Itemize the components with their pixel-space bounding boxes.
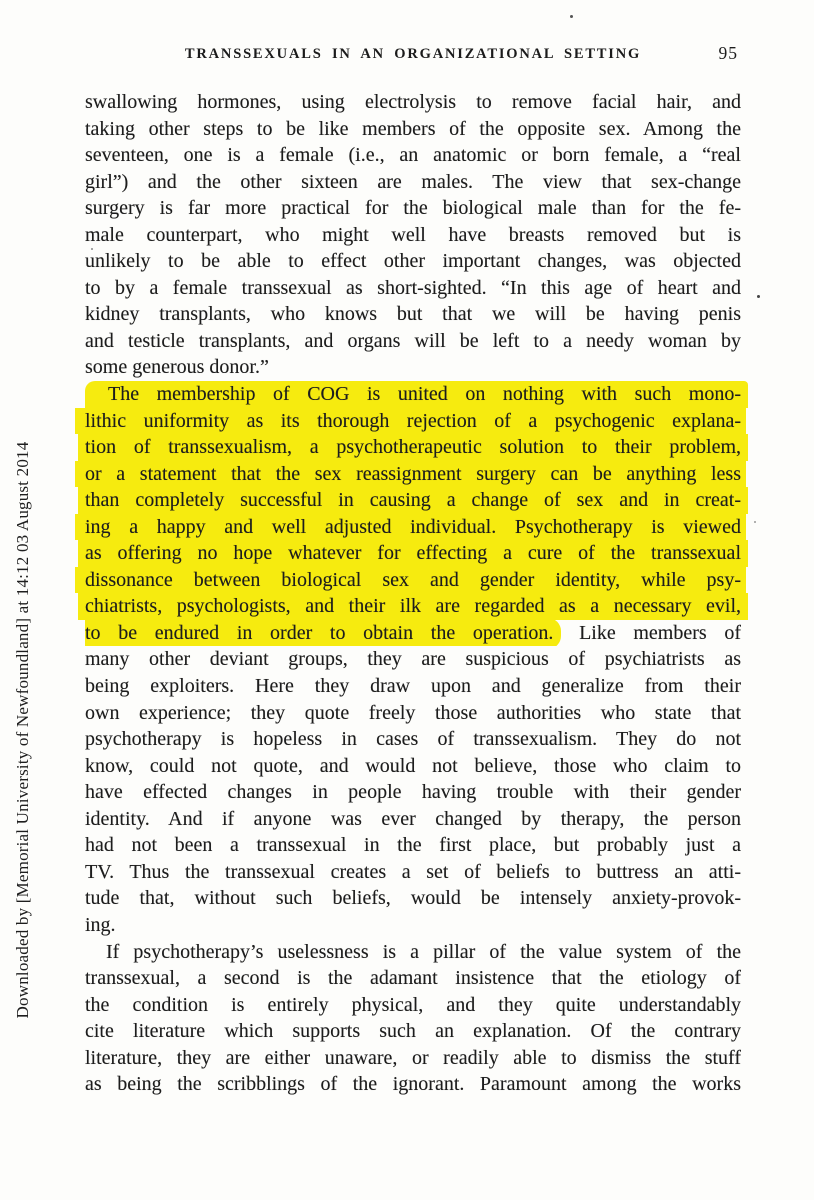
- text-line: [85, 1071, 741, 1098]
- text-line: [85, 646, 741, 673]
- running-header-title: TRANSSEXUALS IN AN ORGANIZATIONAL SETTING: [184, 46, 642, 62]
- body-text: transsexual, a second is the adamant insistence that the etiology of: [85, 967, 741, 990]
- text-line: [85, 89, 741, 116]
- body-text: had not been a transsexual in the first place, but probably just a: [85, 834, 741, 857]
- text-line: [85, 726, 741, 753]
- text-line: [85, 142, 741, 169]
- text-line: [75, 567, 746, 594]
- text-line: [78, 434, 748, 461]
- text-line: [85, 885, 741, 912]
- body-text: psychotherapy is hopeless in cases of transsexualism. They do not: [85, 728, 741, 751]
- highlighted-text: lithic uniformity as its thorough rejection of a psychogenic explana-: [85, 409, 741, 432]
- text-line: [85, 859, 741, 886]
- text-column: [85, 89, 741, 1098]
- text-line: [85, 248, 741, 275]
- text-line: [75, 408, 746, 435]
- ink-speck: [91, 248, 93, 250]
- text-line: [85, 1018, 741, 1045]
- body-text: cite literature which supports such an explanation. Of the contrary: [85, 1020, 741, 1043]
- text-line: [85, 779, 741, 806]
- body-text: many other deviant groups, they are suspicious of psychiatrists as: [85, 648, 741, 671]
- body-text: taking other steps to be like members of the opposite sex. Among the: [85, 117, 741, 140]
- text-line: [78, 487, 748, 514]
- body-text: girl”) and the other sixteen are males. The view that sex-change: [85, 170, 741, 193]
- text-line: [85, 222, 741, 249]
- body-text: literature, they are either unaware, or readily able to dismiss the stuff: [85, 1046, 741, 1069]
- scan-watermark: Downloaded by [Memorial University of Newfoundland] at 14:12 03 August 2014: [13, 441, 32, 1019]
- body-text: and testicle transplants, and organs will be left to a needy woman by: [85, 329, 741, 352]
- highlighted-text: or a statement that the sex reassignment surgery can be anything less: [85, 462, 741, 485]
- text-line: [85, 753, 741, 780]
- text-line: [85, 620, 741, 647]
- body-text: seventeen, one is a female (i.e., an anatomic or born female, a “real: [85, 144, 741, 167]
- page-number: 95: [718, 43, 738, 63]
- ink-speck: [757, 295, 760, 298]
- highlighted-text: as offering no hope whatever for effecting a cure of the transsexual: [85, 542, 741, 565]
- text-line: [85, 116, 741, 143]
- body-text: Like members of: [561, 621, 741, 644]
- body-text: being exploiters. Here they draw upon and generalize from their: [85, 675, 741, 698]
- body-text: own experience; they quote freely those authorities who state that: [85, 701, 741, 724]
- body-text: identity. And if anyone was ever changed by therapy, the person: [85, 807, 741, 830]
- text-line: [85, 195, 741, 222]
- body-text: know, could not quote, and would not believe, those who claim to: [85, 754, 741, 777]
- body-text: the condition is entirely physical, and they quite understandably: [85, 993, 741, 1016]
- text-line: [85, 806, 741, 833]
- body-text: have effected changes in people having trouble with their gender: [85, 781, 741, 804]
- highlighted-text: The membership of COG is united on nothing with such mono-: [108, 383, 741, 406]
- body-text: TV. Thus the transsexual creates a set of beliefs to buttress an atti-: [85, 860, 741, 883]
- text-line: [85, 912, 741, 939]
- body-text: swallowing hormones, using electrolysis to remove facial hair, and: [85, 91, 741, 113]
- text-line: [85, 328, 741, 355]
- body-text: to by a female transsexual as short-sighted. “In this age of heart and: [85, 276, 741, 299]
- text-line: [85, 965, 741, 992]
- body-text: some generous donor.”: [85, 356, 269, 379]
- text-line: [85, 169, 741, 196]
- text-line: [75, 514, 746, 541]
- running-header: [85, 43, 741, 70]
- text-line: [85, 700, 741, 727]
- highlighted-text: than completely successful in causing a change of sex and in creat-: [85, 489, 741, 512]
- body-text: as being the scribblings of the ignorant. Paramount among the works: [85, 1073, 741, 1096]
- body-text: tude that, without such beliefs, would be intensely anxiety-provok-: [85, 887, 741, 910]
- text-line: [85, 939, 741, 966]
- highlighted-text: to be endured in order to obtain the operation.: [85, 620, 561, 647]
- text-line: [85, 832, 741, 859]
- highlighted-text: tion of transsexualism, a psychotherapeutic solution to their problem,: [85, 436, 741, 459]
- text-line: [85, 381, 748, 408]
- text-line: [85, 301, 741, 328]
- highlighted-text: chiatrists, psychologists, and their ilk are regarded as a necessary evil,: [85, 595, 741, 618]
- ink-speck: [570, 15, 573, 18]
- highlighted-text: ing a happy and well adjusted individual. Psychotherapy is viewed: [85, 515, 741, 538]
- text-line: [85, 992, 741, 1019]
- body-text: surgery is far more practical for the biological male than for the fe-: [85, 197, 741, 220]
- text-line: [78, 593, 748, 620]
- text-line: [85, 673, 741, 700]
- text-line: [85, 275, 741, 302]
- text-line: [78, 540, 748, 567]
- body-text: kidney transplants, who knows but that we will be having penis: [85, 303, 741, 326]
- text-line: [75, 461, 746, 488]
- body-text: unlikely to be able to effect other important changes, was objected: [85, 250, 741, 273]
- highlighted-text: dissonance between biological sex and gender identity, while psy-: [85, 568, 741, 591]
- text-line: [85, 1045, 741, 1072]
- body-text: If psychotherapy’s uselessness is a pillar of the value system of the: [106, 940, 741, 963]
- text-line: [85, 354, 741, 381]
- ink-speck: [754, 521, 756, 523]
- body-text: ing.: [85, 913, 116, 936]
- body-text: male counterpart, who might well have breasts removed but is: [85, 223, 741, 246]
